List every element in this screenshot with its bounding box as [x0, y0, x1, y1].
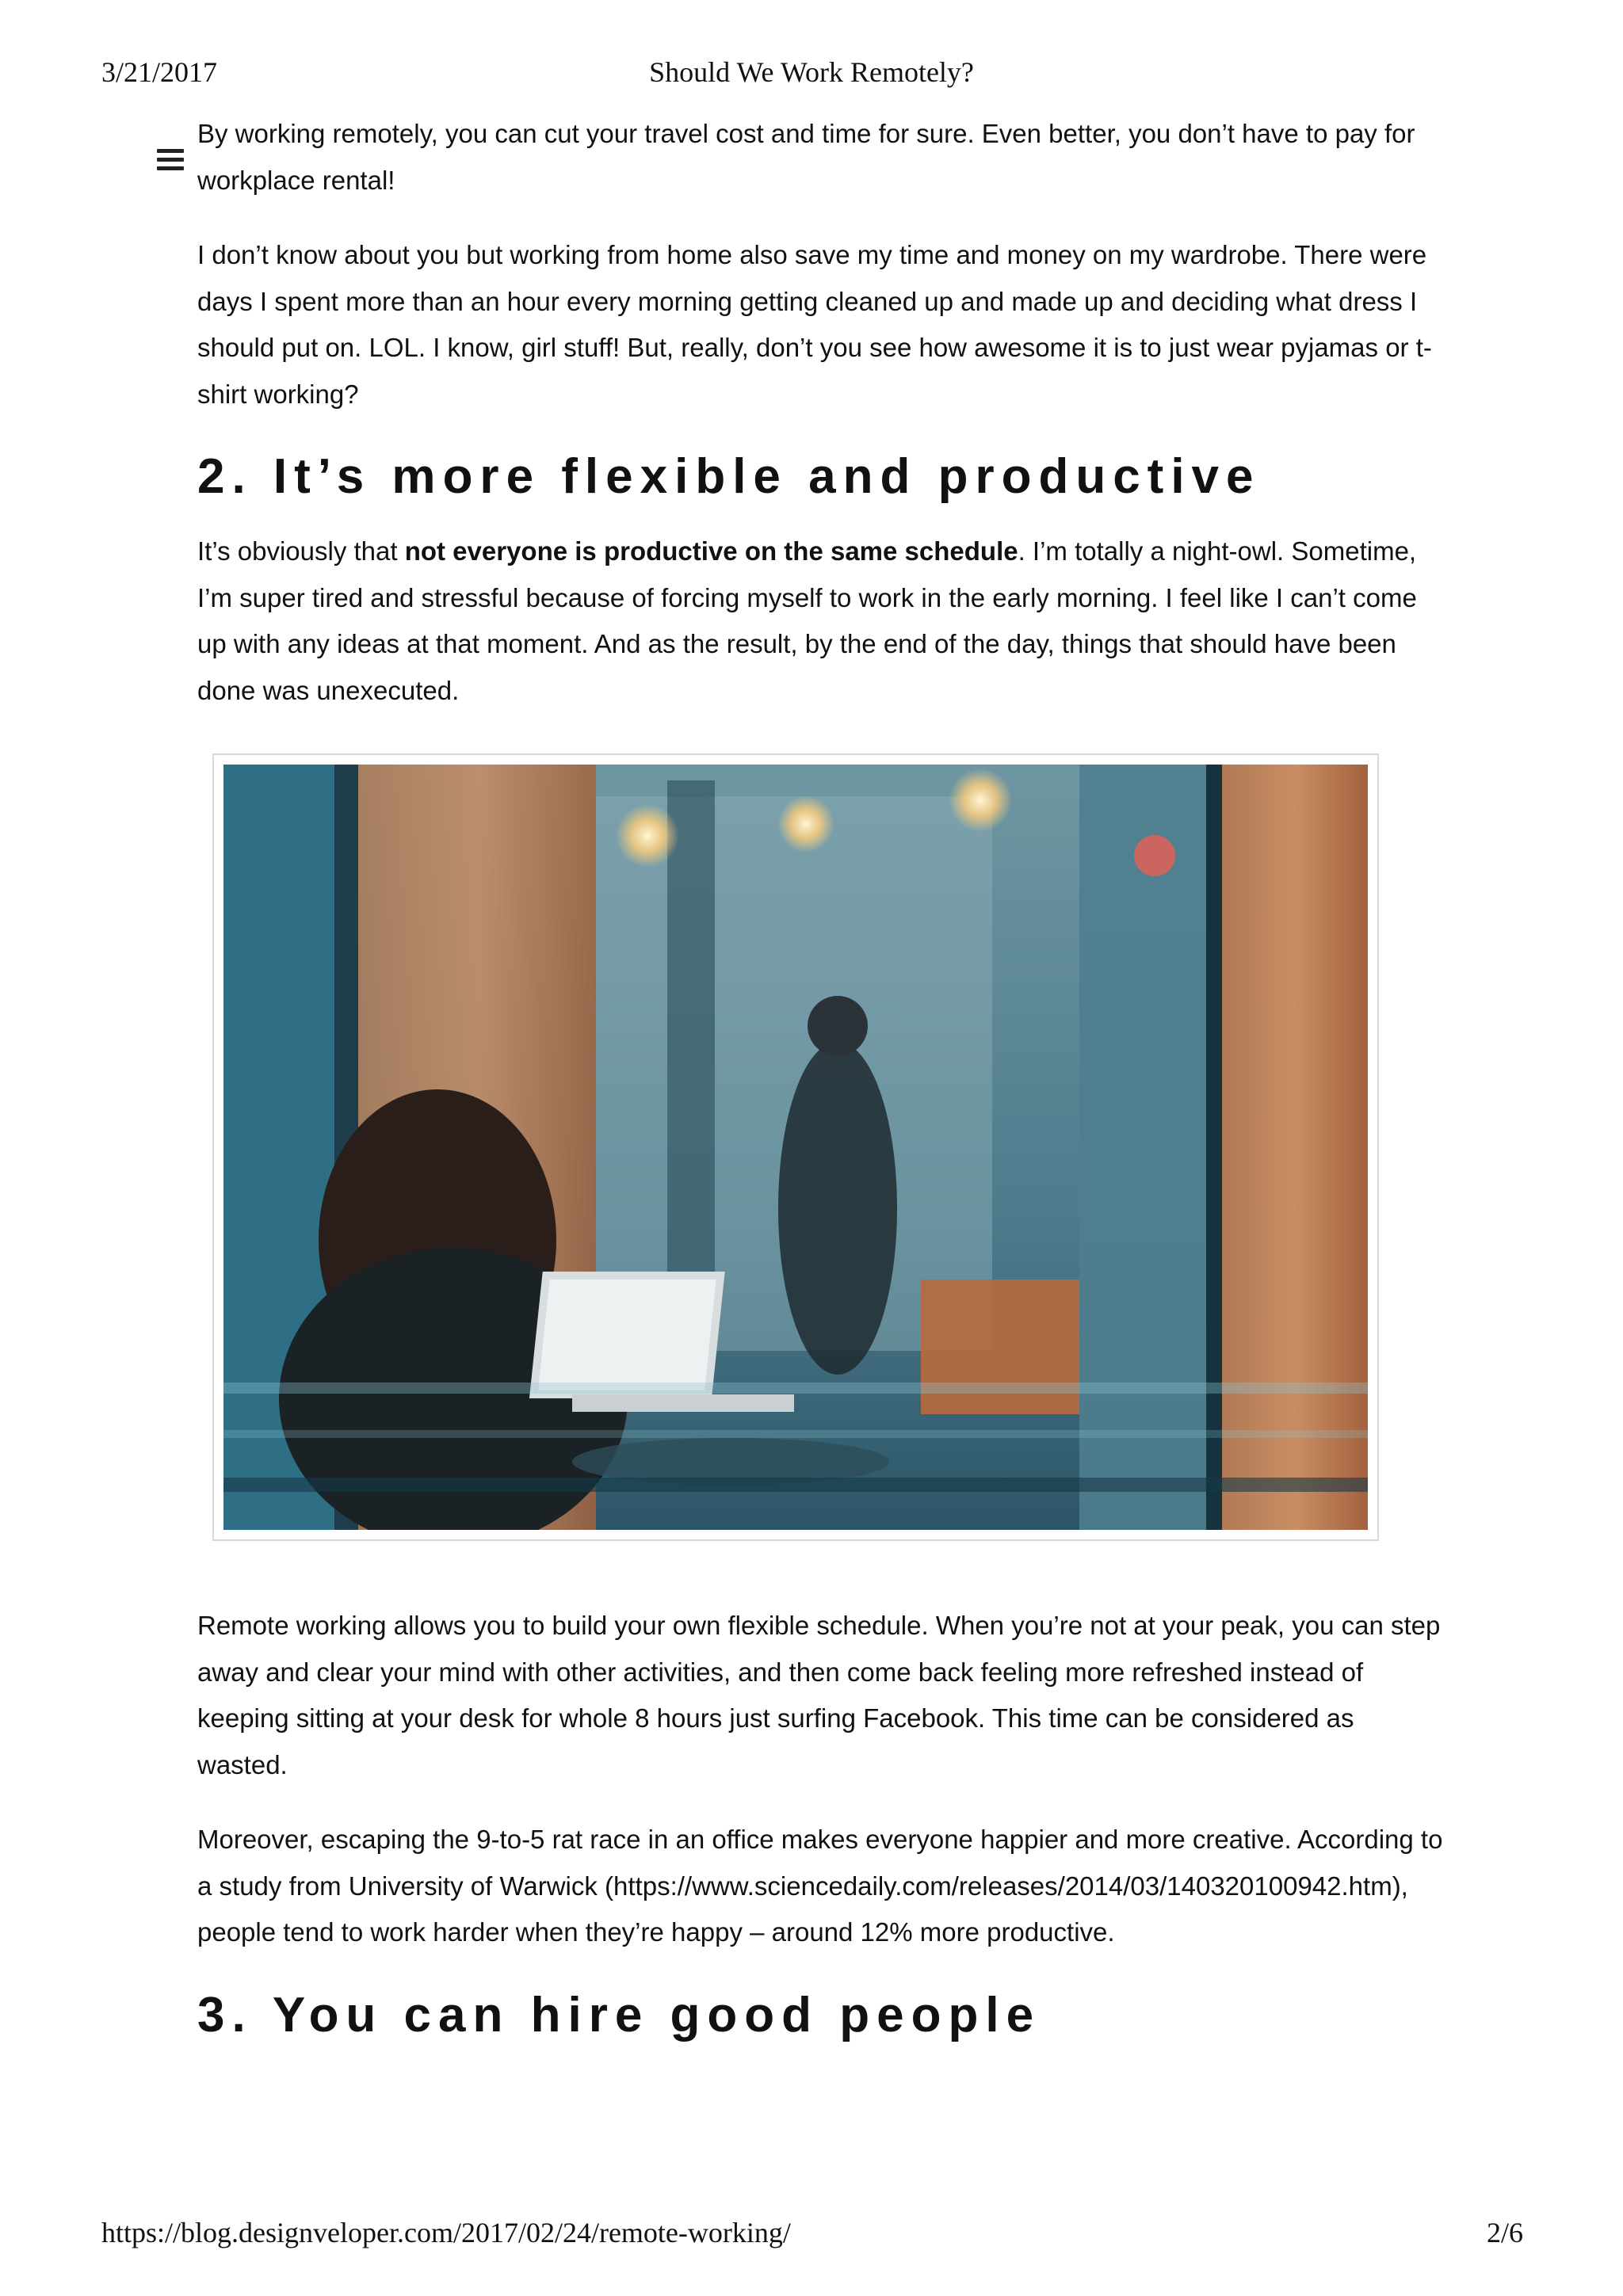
print-page-number: 2/6: [1487, 2217, 1524, 2248]
paragraph: I don’t know about you but working from home also save my time and money on my wardrobe. There were days I spent more than an hour every morning getting cleaned up and made up and deciding what dress I should put on. LOL. I know, girl stuff! But, really, don’t you see how awesome it is to just wear pyjamas or t-shirt working?: [197, 240, 1432, 409]
bold-text: not everyone is productive on the same schedule: [404, 536, 1018, 566]
section-heading: 3. You can hire good people: [197, 1987, 1041, 2042]
print-header: [0, 55, 1623, 95]
print-page-title: Should We Work Remotely?: [649, 56, 974, 88]
print-footer: [0, 2216, 1623, 2256]
article-body-continued: [197, 1603, 1449, 2067]
paragraph: By working remotely, you can cut your travel cost and time for sure. Even better, you don’t have to pay for workplace rental!: [197, 119, 1415, 195]
paragraph: Remote working allows you to build your own flexible schedule. When you’re not at your peak, you can step away and clear your mind with other activities, and then come back feeling more refreshed instead of keeping sitting at your desk for whole 8 hours just surfing Facebook. This time can be considered as wasted.: [197, 1611, 1441, 1779]
print-date: 3/21/2017: [101, 56, 218, 88]
article-photo: [212, 753, 1379, 1541]
article-body: [197, 111, 1449, 742]
print-url: https://blog.designveloper.com/2017/02/24/remote-working/: [101, 2217, 791, 2248]
paragraph-text: . I’m totally a night-owl. Sometime, I’m super tired and stressful because of forcing myself to work in the early morning. I feel like I can’t come up with any ideas at that moment. And as the result, by the end of the day, things that should have been done was unexecuted.: [197, 536, 1417, 705]
section-heading: 2. It’s more flexible and productive: [197, 449, 1261, 504]
paragraph-text: It’s obviously that: [197, 536, 405, 566]
paragraph: [197, 528, 1449, 714]
paragraph: Moreover, escaping the 9-to-5 rat race in an office makes everyone happier and more creative. According to a study from University of Warwick (https://www.sciencedaily.com/releases/2014/03/140320100942.htm), people tend to work harder when they’re happy – around 12% more productive.: [197, 1825, 1443, 1947]
cafe-window-photo: [223, 765, 1368, 1530]
photo-illustration: [223, 765, 1368, 1530]
hamburger-menu-icon[interactable]: [157, 149, 184, 171]
